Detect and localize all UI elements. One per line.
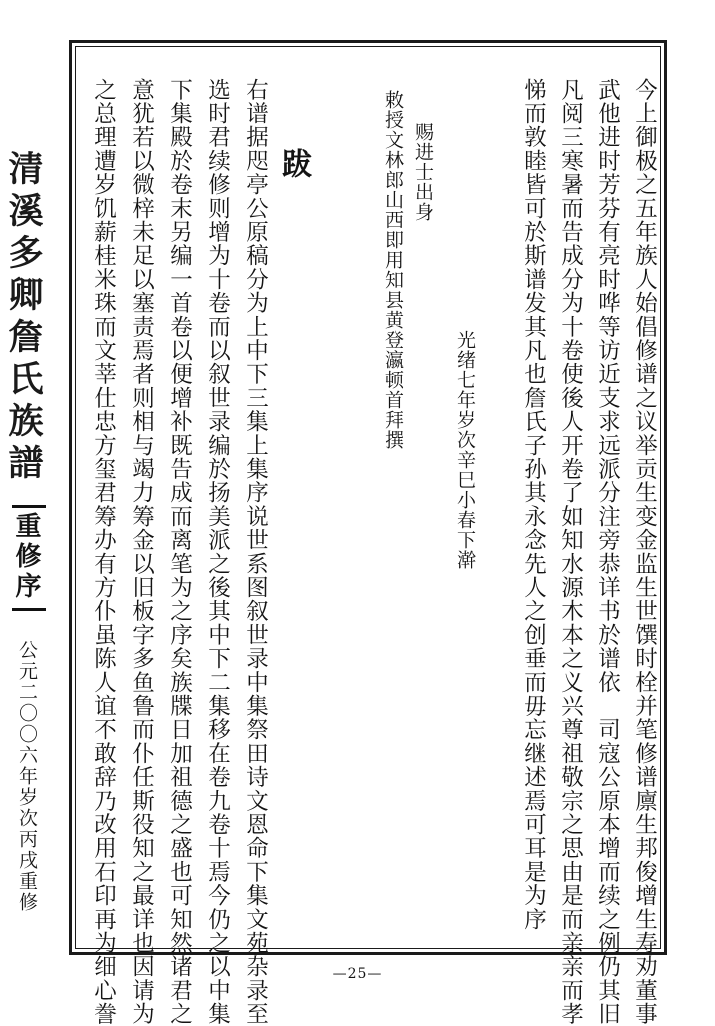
- postface-heading: 跋: [276, 148, 311, 178]
- edition-label: 重修序: [11, 512, 41, 602]
- preface-line-3: 凡阅三寒暑而告成分为十卷使後人开卷了如知水源木本之义兴尊祖敬宗之思由是而亲亲而孝: [557, 78, 584, 1026]
- preface-line-1: 今上御极之五年族人始倡修谱之议举贡生变金监生世馔时栓并笔修谱廪生邦俊增生寿劝董事: [631, 78, 658, 1026]
- postface-line-4: 意犹若以微梓未足以塞责焉者则相与竭力筹金以旧板字多鱼鲁而仆任斯役知之最详也因请为: [128, 78, 155, 1026]
- preface-line-4: 悌而敦睦皆可於斯谱发其凡也詹氏子孙其永念先人之创垂而毋忘继述焉可耳是为序: [520, 78, 547, 932]
- genealogy-title: 清溪多卿詹氏族譜: [3, 150, 44, 486]
- postface-line-1: 右谱据咫亭公原稿分为上中下三集上集序说世系图叙世录中集祭田诗文恩命下集文苑杂录至: [242, 78, 269, 1026]
- revision-date-note: 公元二〇〇六年岁次丙戌重修: [16, 640, 38, 913]
- signature-degree: 赐进士出身: [412, 122, 434, 222]
- postface-line-5: 之总理遭岁饥薪桂米珠而文莘仕忠方玺君筹办有方仆虽陈人谊不敢辞乃改用石印再为细心誊: [90, 78, 117, 1026]
- signature-author: 敕授文林郎山西即用知县黄登瀛顿首拜撰: [382, 90, 404, 450]
- signature-date: 光绪七年岁次辛巳小春下澣: [454, 330, 476, 570]
- postface-line-3: 下集殿於卷末另编一首卷以便增补既告成而离笔为之序矣族牒日加祖德之盛也可知然诸君之: [166, 78, 193, 1026]
- preface-line-2: 武他进时芳芬有亮时哗等访近支求远派分注旁恭详书於谱依 司寇公原本增而续之例仍其旧: [594, 78, 621, 1026]
- page-number: —25—: [332, 966, 383, 982]
- postface-line-2: 选时君续修则增为十卷而以叙世录编於扬美派之後其中下二集移在卷九卷十焉今仍之以中集: [204, 78, 231, 1026]
